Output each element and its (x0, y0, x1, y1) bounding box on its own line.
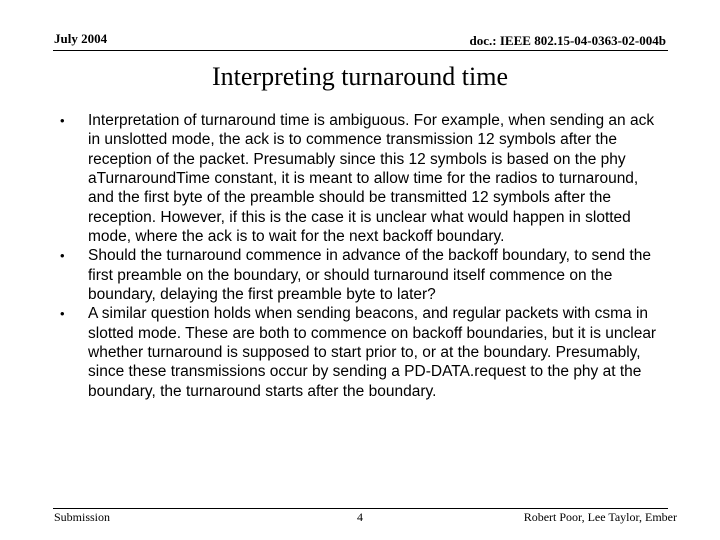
bullet-text: Should the turnaround commence in advance of the backoff boundary, to send the first preamble on the boundary, or should turnaround itself commence on the boundary, delaying the first preamble byte to later? (88, 247, 651, 304)
page-number: 4 (357, 510, 363, 524)
bullet-icon: • (60, 248, 65, 264)
bullet-text: A similar question holds when sending beacons, and regular packets with csma in slotted mode. These are both to commence on backoff boundaries, but it is unclear whether turnaround is supposed to start prior to, or at the boundary. Presumably, since these transmissions occur by sending a PD-DATA.request to the phy at the boundary, the turnaround starts after the boundary. (88, 305, 657, 400)
bullet-item (58, 111, 668, 246)
bullet-text: Interpretation of turnaround time is ambiguous. For example, when sending an ack in unslotted mode, the ack is to commence transmission 12 symbols after the reception of the packet. Presumably since this 12 symbols is based on the phy aTurnaroundTime constant, it is meant to allow time for the radios to turnaround, and the first byte of the preamble should be transmitted 12 symbols after the reception. However, if this is the case it is unclear what would happen in slotted mode, where the ack is to wait for the next backoff boundary. (88, 112, 655, 246)
bullet-icon: • (60, 113, 65, 128)
footer-divider (53, 508, 668, 509)
bullet-item (58, 304, 668, 401)
bullet-list (58, 111, 668, 401)
header-doc-id: doc.: IEEE 802.15-04-0363-02-004b (469, 33, 666, 48)
bullet-item (58, 246, 668, 304)
footer-submission: Submission (54, 510, 111, 524)
header-date: July 2004 (54, 31, 108, 46)
slide-title: Interpreting turnaround time (211, 62, 509, 91)
header-divider (53, 50, 668, 51)
bullet-icon: • (60, 306, 65, 322)
footer-authors: Robert Poor, Lee Taylor, Ember (523, 510, 677, 524)
